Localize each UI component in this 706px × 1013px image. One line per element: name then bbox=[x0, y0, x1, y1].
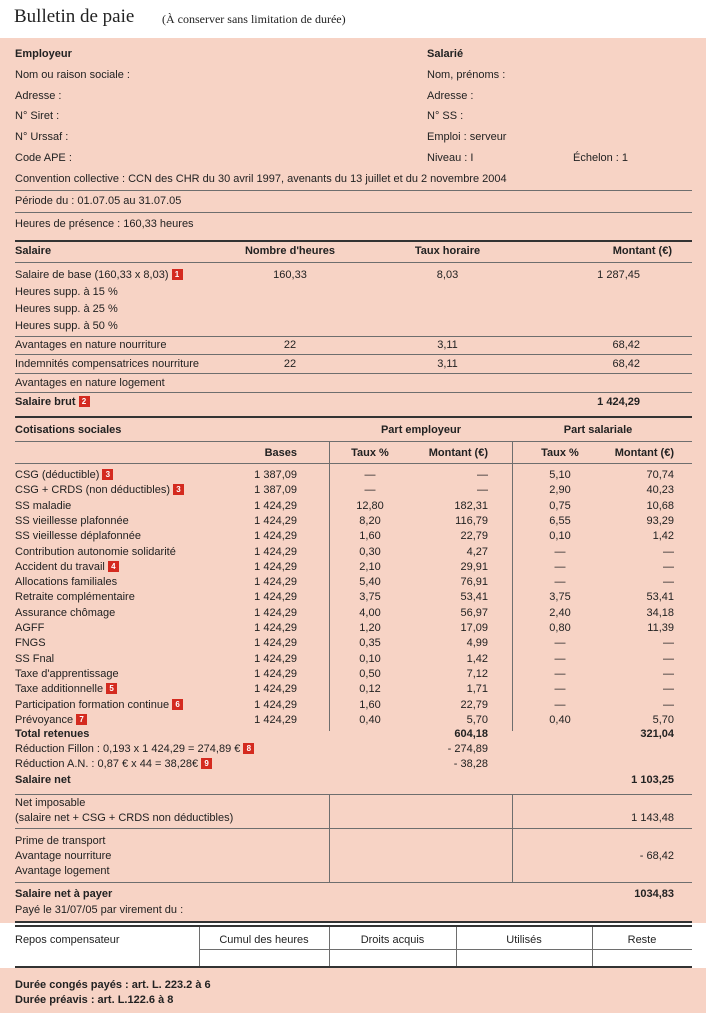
employee-rate: — bbox=[554, 561, 566, 573]
divider bbox=[15, 336, 692, 337]
salary-row-rate: 3,11 bbox=[437, 339, 458, 351]
employer-amount: — bbox=[477, 469, 488, 481]
salary-col-rate: Taux horaire bbox=[414, 245, 481, 257]
employee-rate: 0,10 bbox=[549, 530, 571, 542]
contribution-label-text: Taxe additionnelle bbox=[15, 683, 104, 695]
employee-amount: — bbox=[663, 699, 674, 711]
employee-amount: 10,68 bbox=[646, 500, 674, 512]
employee-amount: 53,41 bbox=[646, 591, 674, 603]
contribution-base: 1 424,29 bbox=[254, 714, 297, 726]
employer-amount: 116,79 bbox=[455, 515, 488, 527]
salary-row-label bbox=[15, 268, 183, 282]
employer-rate: 1,60 bbox=[359, 699, 381, 711]
employee-amount: — bbox=[663, 668, 674, 680]
contribution-label bbox=[15, 652, 54, 666]
contribution-base: 1 424,29 bbox=[254, 653, 297, 665]
contribution-label-text: Accident du travail bbox=[15, 561, 105, 573]
employer-rate: 3,75 bbox=[359, 591, 381, 603]
fillon-reduction-label bbox=[15, 742, 254, 756]
note-badge: 7 bbox=[76, 714, 87, 725]
contribution-label bbox=[15, 713, 87, 727]
employee-amount: — bbox=[663, 576, 674, 588]
divider bbox=[15, 416, 692, 418]
note-badge: 5 bbox=[106, 683, 117, 694]
employer-amount: 1,71 bbox=[466, 683, 488, 695]
employer-amount: 22,79 bbox=[460, 530, 488, 542]
salary-col-label: Salaire bbox=[15, 245, 52, 257]
employee-rate: — bbox=[554, 668, 566, 680]
page-title: Bulletin de paie bbox=[14, 6, 135, 27]
employee-amount: 11,39 bbox=[647, 622, 674, 634]
employee-rate: 0,75 bbox=[549, 500, 571, 512]
col-employee-rate: Taux % bbox=[541, 447, 579, 459]
contribution-label-text: SS vieillesse plafonnée bbox=[15, 515, 129, 527]
rest-col-remaining: Reste bbox=[627, 934, 657, 946]
employee-rate: 0,80 bbox=[549, 622, 571, 634]
employer-rate: 0,30 bbox=[359, 546, 381, 558]
contribution-label-text: Retraite complémentaire bbox=[15, 591, 135, 603]
contribution-base: 1 424,29 bbox=[254, 515, 297, 527]
employee-rate: — bbox=[554, 546, 566, 558]
employer-amount: 76,91 bbox=[460, 576, 488, 588]
an-reduction-text: Réduction A.N. : 0,87 € x 44 = 38,28€ bbox=[15, 758, 199, 770]
employer-amount: 17,09 bbox=[460, 622, 488, 634]
salary-row-label: Heures supp. à 25 % bbox=[15, 303, 118, 315]
salary-row-label: Avantages en nature nourriture bbox=[15, 339, 167, 351]
employee-amount: 1,42 bbox=[652, 530, 674, 542]
food-benefit-amount: - 68,42 bbox=[639, 850, 674, 862]
employer-amount: 56,97 bbox=[460, 607, 488, 619]
contribution-label-text: Taxe d'apprentissage bbox=[15, 668, 119, 680]
contribution-base: 1 424,29 bbox=[254, 637, 297, 649]
contribution-base: 1 424,29 bbox=[254, 668, 297, 680]
contribution-base: 1 424,29 bbox=[254, 561, 297, 573]
employee-amount: 93,29 bbox=[646, 515, 674, 527]
salary-section bbox=[0, 240, 706, 416]
divider bbox=[15, 354, 692, 355]
col-employee-amount: Montant (€) bbox=[614, 447, 674, 459]
employee-amount: 70,74 bbox=[646, 469, 674, 481]
salary-row-amount: 1 287,45 bbox=[597, 269, 640, 281]
salary-row-hours: 160,33 bbox=[273, 269, 307, 281]
contribution-label bbox=[15, 636, 46, 650]
salary-row-label: Heures supp. à 15 % bbox=[15, 286, 118, 298]
contribution-label-text: Contribution autonomie solidarité bbox=[15, 546, 176, 558]
employer-amount: 4,99 bbox=[466, 637, 488, 649]
employer-amount: 4,27 bbox=[466, 546, 488, 558]
rest-label: Repos compensateur bbox=[15, 934, 120, 946]
employer-rate: 5,40 bbox=[359, 576, 381, 588]
col-employer-rate: Taux % bbox=[351, 447, 389, 459]
contribution-label bbox=[15, 621, 44, 635]
contribution-label-text: SS vieillesse déplafonnée bbox=[15, 530, 141, 542]
column-separator bbox=[512, 794, 513, 882]
employer-amount: 29,91 bbox=[460, 561, 488, 573]
employee-rate: 5,10 bbox=[549, 469, 571, 481]
salary-row-label: Heures supp. à 50 % bbox=[15, 320, 118, 332]
employee-amount: — bbox=[663, 546, 674, 558]
divider bbox=[15, 828, 692, 829]
contribution-base: 1 424,29 bbox=[254, 591, 297, 603]
employee-amount: — bbox=[663, 561, 674, 573]
salary-row-text: Salaire de base (160,33 x 8,03) bbox=[15, 269, 169, 281]
column-separator bbox=[329, 441, 330, 731]
employee-rate: — bbox=[554, 637, 566, 649]
net-pay-label: Salaire net à payer bbox=[15, 888, 113, 900]
footer-section bbox=[0, 968, 706, 1013]
divider bbox=[199, 949, 692, 950]
employer-rate: 1,60 bbox=[359, 530, 381, 542]
note-badge: 3 bbox=[102, 469, 113, 480]
employee-amount: 5,70 bbox=[652, 714, 674, 726]
contribution-label-text: Allocations familiales bbox=[15, 576, 118, 588]
taxable-net-amount: 1 143,48 bbox=[631, 812, 674, 824]
contribution-label bbox=[15, 575, 117, 589]
employer-amount: 53,41 bbox=[460, 591, 488, 603]
employee-rate: — bbox=[554, 683, 566, 695]
salary-col-amount: Montant (€) bbox=[612, 245, 672, 257]
note-badge: 8 bbox=[243, 743, 254, 754]
salary-row-rate: 3,11 bbox=[437, 358, 458, 370]
contribution-label bbox=[15, 682, 117, 696]
salary-row-hours: 22 bbox=[283, 358, 297, 370]
employee-amount: 40,23 bbox=[646, 484, 674, 496]
employer-amount: — bbox=[477, 484, 488, 496]
contributions-section bbox=[0, 416, 706, 794]
contribution-label bbox=[15, 468, 113, 482]
contribution-label bbox=[15, 698, 183, 712]
employee-echelon: Échelon : 1 bbox=[573, 152, 629, 164]
divider bbox=[15, 262, 692, 263]
contribution-label bbox=[15, 667, 119, 681]
divider bbox=[15, 190, 692, 191]
contribution-label-text: CSG (déductible) bbox=[15, 469, 100, 481]
contribution-base: 1 424,29 bbox=[254, 500, 297, 512]
employee-amount: — bbox=[663, 637, 674, 649]
rest-col-used: Utilisés bbox=[506, 934, 542, 946]
contribution-base: 1 424,29 bbox=[254, 699, 297, 711]
employer-rate: 0,12 bbox=[359, 683, 381, 695]
contribution-label-text: AGFF bbox=[15, 622, 45, 634]
contribution-label bbox=[15, 529, 141, 543]
fillon-reduction-amount: - 274,89 bbox=[447, 743, 488, 755]
col-bases: Bases bbox=[264, 447, 297, 459]
net-salary-label: Salaire net bbox=[15, 774, 71, 786]
divider bbox=[15, 212, 692, 213]
total-employee: 321,04 bbox=[640, 728, 674, 740]
employer-rate: 0,35 bbox=[359, 637, 381, 649]
divider bbox=[15, 794, 692, 795]
employee-rate: 3,75 bbox=[549, 591, 571, 603]
contribution-label bbox=[15, 545, 176, 559]
note-badge: 6 bbox=[172, 699, 183, 710]
contribution-base: 1 387,09 bbox=[254, 469, 297, 481]
contribution-base: 1 424,29 bbox=[254, 683, 297, 695]
employer-name: Nom ou raison sociale : bbox=[15, 69, 130, 81]
contribution-label bbox=[15, 606, 115, 620]
payment-note: Payé le 31/07/05 par virement du : bbox=[15, 904, 184, 916]
employer-rate: 0,50 bbox=[359, 668, 381, 680]
contribution-base: 1 387,09 bbox=[254, 484, 297, 496]
employee-part-heading: Part salariale bbox=[563, 424, 633, 436]
employer-rate: 0,10 bbox=[359, 653, 381, 665]
employee-rate: 2,90 bbox=[549, 484, 571, 496]
gross-salary-text: Salaire brut bbox=[15, 396, 76, 408]
employee-address: Adresse : bbox=[427, 90, 474, 102]
rest-col-acquired: Droits acquis bbox=[360, 934, 425, 946]
gross-salary-amount: 1 424,29 bbox=[597, 396, 640, 408]
divider bbox=[15, 925, 692, 927]
fillon-reduction-text: Réduction Fillon : 0,193 x 1 424,29 = 274,89 € bbox=[15, 743, 241, 755]
salary-row-hours: 22 bbox=[283, 339, 297, 351]
employee-rate: 2,40 bbox=[549, 607, 571, 619]
employer-rate: 0,40 bbox=[359, 714, 381, 726]
contributions-heading: Cotisations sociales bbox=[15, 424, 122, 436]
taxable-net-label: Net imposable bbox=[15, 797, 86, 809]
salary-row-rate: 8,03 bbox=[436, 269, 459, 281]
net-pay-amount: 1034,83 bbox=[634, 888, 674, 900]
paid-leave-note: Durée congés payés : art. L. 223.2 à 6 bbox=[15, 979, 211, 991]
employer-rate: 2,10 bbox=[359, 561, 381, 573]
employer-amount: 182,31 bbox=[454, 500, 488, 512]
contribution-label bbox=[15, 590, 135, 604]
contribution-base: 1 424,29 bbox=[254, 607, 297, 619]
employer-address: Adresse : bbox=[15, 90, 62, 102]
note-badge: 2 bbox=[79, 396, 90, 407]
rest-col-cumul: Cumul des heures bbox=[219, 934, 309, 946]
employee-level: Niveau : I bbox=[427, 152, 474, 164]
contribution-label-text: Participation formation continue bbox=[15, 699, 170, 711]
salary-row-label: Avantages en nature logement bbox=[15, 377, 165, 389]
divider bbox=[15, 373, 692, 374]
employer-amount: 5,70 bbox=[466, 714, 488, 726]
employer-heading: Employeur bbox=[15, 48, 72, 60]
employer-siret: N° Siret : bbox=[15, 110, 60, 122]
column-separator bbox=[512, 441, 513, 731]
employer-rate: 1,20 bbox=[359, 622, 381, 634]
employee-amount: — bbox=[663, 653, 674, 665]
page-header bbox=[0, 0, 706, 38]
employer-amount: 7,12 bbox=[466, 668, 488, 680]
employee-amount: 34,18 bbox=[646, 607, 674, 619]
employee-rate: 0,40 bbox=[549, 714, 571, 726]
divider bbox=[15, 882, 692, 883]
contribution-label-text: SS Fnal bbox=[15, 653, 55, 665]
notice-period-note: Durée préavis : art. L.122.6 à 8 bbox=[15, 994, 174, 1006]
employee-ss: N° SS : bbox=[427, 110, 464, 122]
net-salary-amount: 1 103,25 bbox=[631, 774, 674, 786]
employer-rate: — bbox=[364, 469, 376, 481]
employer-rate: — bbox=[364, 484, 376, 496]
divider bbox=[15, 441, 692, 442]
contribution-label-text: Prévoyance bbox=[15, 714, 74, 726]
contribution-base: 1 424,29 bbox=[254, 530, 297, 542]
employer-part-heading: Part employeur bbox=[380, 424, 462, 436]
salary-row-amount: 68,42 bbox=[612, 339, 640, 351]
employer-amount: 1,42 bbox=[466, 653, 488, 665]
employer-rate: 12,80 bbox=[356, 500, 384, 512]
employee-name: Nom, prénoms : bbox=[427, 69, 506, 81]
gross-salary-label bbox=[15, 395, 90, 409]
divider bbox=[15, 463, 692, 464]
taxable-net-note: (salaire net + CSG + CRDS non déductibles) bbox=[15, 812, 234, 824]
identity-section bbox=[0, 38, 706, 240]
employer-rate: 4,00 bbox=[359, 607, 381, 619]
employee-rate: — bbox=[554, 699, 566, 711]
contribution-label bbox=[15, 499, 71, 513]
employee-rate: 6,55 bbox=[549, 515, 571, 527]
contribution-label bbox=[15, 483, 184, 497]
hours-worked: Heures de présence : 160,33 heures bbox=[15, 218, 194, 230]
salary-row-amount: 68,42 bbox=[612, 358, 640, 370]
employee-amount: — bbox=[663, 683, 674, 695]
note-badge: 3 bbox=[173, 484, 184, 495]
employer-ape: Code APE : bbox=[15, 152, 72, 164]
contribution-base: 1 424,29 bbox=[254, 576, 297, 588]
employee-heading: Salarié bbox=[427, 48, 464, 60]
an-reduction-label bbox=[15, 757, 212, 771]
contribution-label-text: CSG + CRDS (non déductibles) bbox=[15, 484, 170, 496]
employer-amount: 22,79 bbox=[460, 699, 488, 711]
divider bbox=[15, 392, 692, 393]
food-benefit-label: Avantage nourriture bbox=[15, 850, 112, 862]
col-employer-amount: Montant (€) bbox=[428, 447, 488, 459]
note-badge: 4 bbox=[108, 561, 119, 572]
contribution-label-text: SS maladie bbox=[15, 500, 72, 512]
salary-row-label: Indemnités compensatrices nourriture bbox=[15, 358, 200, 370]
note-badge: 9 bbox=[201, 758, 212, 769]
column-separator bbox=[329, 794, 330, 882]
transport-bonus-label: Prime de transport bbox=[15, 835, 106, 847]
collective-agreement: Convention collective : CCN des CHR du 30 avril 1997, avenants du 13 juillet et du 2 novembre 2004 bbox=[15, 173, 507, 185]
employee-job: Emploi : serveur bbox=[427, 131, 507, 143]
employee-rate: — bbox=[554, 576, 566, 588]
divider bbox=[15, 240, 692, 242]
employer-rate: 8,20 bbox=[359, 515, 381, 527]
contribution-base: 1 424,29 bbox=[254, 546, 297, 558]
contribution-label-text: FNGS bbox=[15, 637, 46, 649]
pay-period: Période du : 01.07.05 au 31.07.05 bbox=[15, 195, 182, 207]
contribution-label-text: Assurance chômage bbox=[15, 607, 116, 619]
page-subtitle: (À conserver sans limitation de durée) bbox=[162, 12, 346, 26]
rest-table bbox=[0, 923, 706, 968]
employee-rate: — bbox=[554, 653, 566, 665]
employer-urssaf: N° Urssaf : bbox=[15, 131, 69, 143]
an-reduction-amount: - 38,28 bbox=[453, 758, 488, 770]
contribution-base: 1 424,29 bbox=[254, 622, 297, 634]
contribution-label bbox=[15, 560, 119, 574]
total-employer: 604,18 bbox=[454, 728, 488, 740]
contribution-label bbox=[15, 514, 129, 528]
total-deductions-label: Total retenues bbox=[15, 728, 90, 740]
housing-benefit-label: Avantage logement bbox=[15, 865, 110, 877]
note-badge: 1 bbox=[172, 269, 183, 280]
salary-col-hours: Nombre d'heures bbox=[244, 245, 336, 257]
